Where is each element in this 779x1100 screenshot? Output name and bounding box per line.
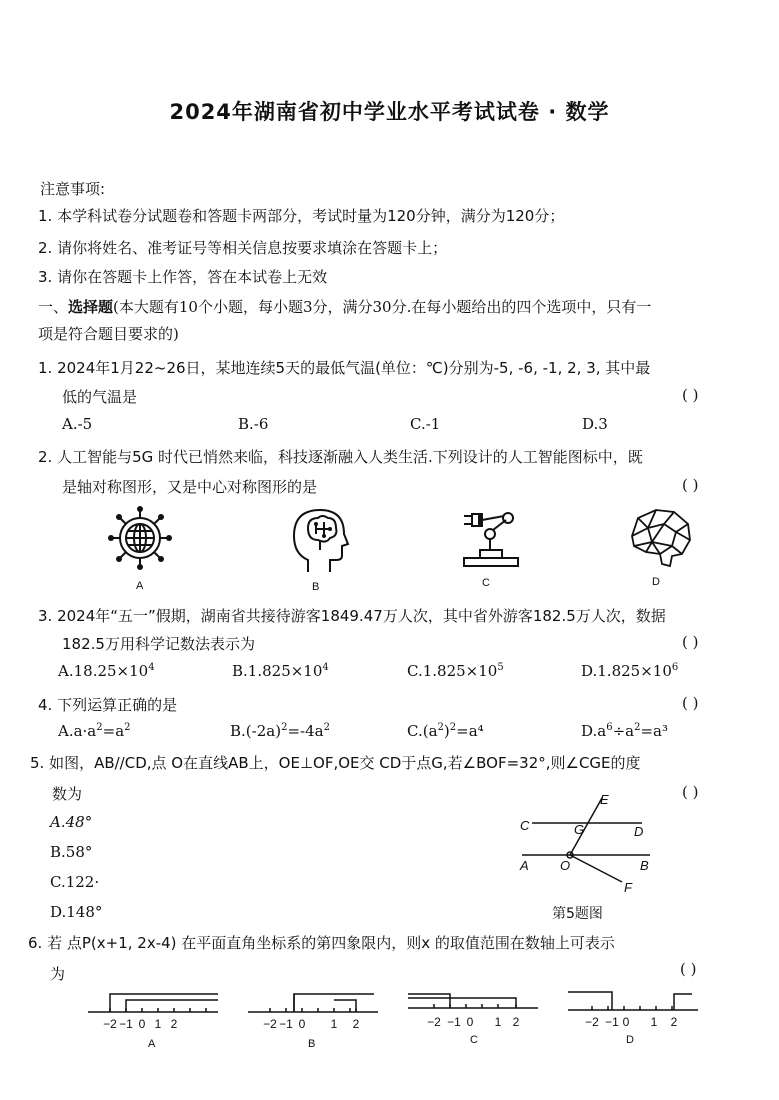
line-of bbox=[570, 855, 622, 882]
q1-option-c: C.-1 bbox=[410, 415, 441, 433]
robot-arm-icon bbox=[456, 508, 522, 570]
svg-text:−1: −1 bbox=[279, 1017, 293, 1031]
q1-line1: 1. 2024年1月22~26日，某地连续5天的最低气温(单位：℃)分别为-5, -6, -1, 2, 3, 其中最 bbox=[38, 359, 651, 377]
q5-option-a: A.48° bbox=[50, 813, 93, 831]
q4-answer-paren: ( ) bbox=[682, 694, 699, 712]
notice-heading: 注意事项: bbox=[40, 180, 106, 198]
q2-line2: 是轴对称图形，又是中心对称图形的是 bbox=[62, 478, 318, 496]
svg-text:−2: −2 bbox=[263, 1017, 277, 1031]
svg-text:−2: −2 bbox=[103, 1017, 117, 1031]
q4-option-b: $B.(-2a)^2=-4a^2$ bbox=[230, 722, 330, 740]
q5-line1: 5. 如图，AB//CD,点 O在直线AB上，OE⊥OF,OE交 CD于点G,若∠BOF=32°,则∠CGE的度 bbox=[30, 754, 641, 772]
q5-answer-paren: ( ) bbox=[682, 783, 699, 801]
q2-label-d: D bbox=[652, 576, 660, 588]
q4-option-c: $C.(a^2)^2=a^4$ bbox=[407, 722, 484, 740]
q6-label-a: A bbox=[148, 1038, 156, 1050]
svg-text:0: 0 bbox=[298, 1017, 306, 1031]
svg-text:−2: −2 bbox=[427, 1015, 441, 1029]
q2-line1: 2. 人工智能与5G 时代已悄然来临，科技逐渐融入人类生活.下列设计的人工智能图标中，既 bbox=[38, 448, 643, 466]
q5-figure-caption: 第5题图 bbox=[552, 906, 603, 922]
svg-text:1: 1 bbox=[650, 1015, 658, 1029]
svg-text:2: 2 bbox=[512, 1015, 520, 1029]
q6-answer-paren: ( ) bbox=[680, 960, 697, 978]
svg-text:1: 1 bbox=[330, 1017, 338, 1031]
number-line-d bbox=[564, 986, 704, 1048]
q3-option-a: $A.18.25\times 10^4$ bbox=[58, 662, 155, 680]
q5-option-d: D.148° bbox=[50, 903, 103, 921]
section-name: 选择题 bbox=[68, 298, 114, 316]
q4-line1: 4. 下列运算正确的是 bbox=[38, 696, 178, 714]
q2-label-b: B bbox=[312, 581, 320, 593]
point-a: A bbox=[520, 858, 529, 873]
section-heading bbox=[38, 296, 651, 317]
notice-item-2: 2. 请你将姓名、准考证号等相关信息按要求填涂在答题卡上； bbox=[38, 239, 448, 257]
svg-text:1: 1 bbox=[494, 1015, 502, 1029]
point-g: G bbox=[574, 822, 585, 837]
q2-label-a: A bbox=[136, 580, 144, 592]
q1-line2: 低的气温是 bbox=[62, 388, 138, 406]
svg-text:0: 0 bbox=[622, 1015, 630, 1029]
svg-text:−1: −1 bbox=[605, 1015, 619, 1029]
q1-option-d: D.3 bbox=[582, 415, 608, 433]
q3-line1: 3. 2024年“五一”假期，湖南省共接待游客1849.47万人次，其中省外游客182.5万人次，数据 bbox=[38, 607, 666, 625]
svg-text:−2: −2 bbox=[585, 1015, 599, 1029]
point-e: E bbox=[600, 792, 609, 807]
q3-answer-paren: ( ) bbox=[682, 633, 699, 651]
svg-text:2: 2 bbox=[670, 1015, 678, 1029]
virus-globe-icon bbox=[104, 504, 176, 574]
q5-option-b: B.58° bbox=[50, 843, 93, 861]
q3-option-b: $B.1.825\times 10^4$ bbox=[232, 662, 329, 680]
q3-option-d: $D.1.825\times 10^6$ bbox=[581, 662, 679, 680]
svg-text:0: 0 bbox=[138, 1017, 146, 1031]
q1-option-b: B.-6 bbox=[238, 415, 269, 433]
section-desc-2: 项是符合题目要求的) bbox=[38, 325, 179, 343]
q5-figure bbox=[512, 790, 672, 900]
point-d: D bbox=[634, 824, 644, 839]
q6-line1: 6. 若 点P(x+1, 2x-4) 在平面直角坐标系的第四象限内，则x 的取值范围在数轴上可表示 bbox=[28, 934, 615, 952]
section-desc-1: (本大题有10个小题，每小题3分，满分30分.在每小题给出的四个选项中，只有一 bbox=[113, 298, 652, 316]
q6-line2: 为 bbox=[50, 965, 66, 983]
svg-text:−1: −1 bbox=[447, 1015, 461, 1029]
polygon-brain-icon bbox=[626, 506, 694, 570]
point-o: O bbox=[560, 858, 571, 873]
svg-text:1: 1 bbox=[154, 1017, 162, 1031]
notice-item-3: 3. 请你在答题卡上作答，答在本试卷上无效 bbox=[38, 268, 328, 286]
notice-item-1: 1. 本学科试卷分试题卷和答题卡两部分，考试时量为120分钟，满分为120分； bbox=[38, 207, 565, 225]
q6-label-d: D bbox=[626, 1034, 634, 1046]
q5-line2: 数为 bbox=[52, 785, 83, 803]
svg-text:2: 2 bbox=[170, 1017, 178, 1031]
q6-label-b: B bbox=[308, 1038, 316, 1050]
q2-label-c: C bbox=[482, 577, 490, 589]
q2-answer-paren: ( ) bbox=[682, 476, 699, 494]
q5-option-c: C.122· bbox=[50, 873, 100, 891]
section-prefix: 一、 bbox=[38, 298, 69, 316]
q3-line2: 182.5万用科学记数法表示为 bbox=[62, 635, 255, 653]
svg-text:2: 2 bbox=[352, 1017, 360, 1031]
ai-head-brain-icon bbox=[286, 504, 352, 576]
q3-option-c: $C.1.825\times 10^5$ bbox=[407, 662, 504, 680]
point-c: C bbox=[520, 818, 530, 833]
point-b: B bbox=[640, 858, 649, 873]
q4-option-d: $D.a^6\div a^2=a^3$ bbox=[581, 722, 668, 740]
svg-text:−1: −1 bbox=[119, 1017, 133, 1031]
svg-text:0: 0 bbox=[466, 1015, 474, 1029]
point-f: F bbox=[624, 880, 632, 895]
q1-option-a: A.-5 bbox=[62, 415, 93, 433]
q1-answer-paren: ( ) bbox=[682, 386, 699, 404]
page-title: 2024年湖南省初中学业水平考试试卷 · 数学 bbox=[169, 100, 610, 124]
q6-label-c: C bbox=[470, 1034, 478, 1046]
q4-option-a: $A.a\cdot a^2=a^2$ bbox=[58, 722, 131, 740]
